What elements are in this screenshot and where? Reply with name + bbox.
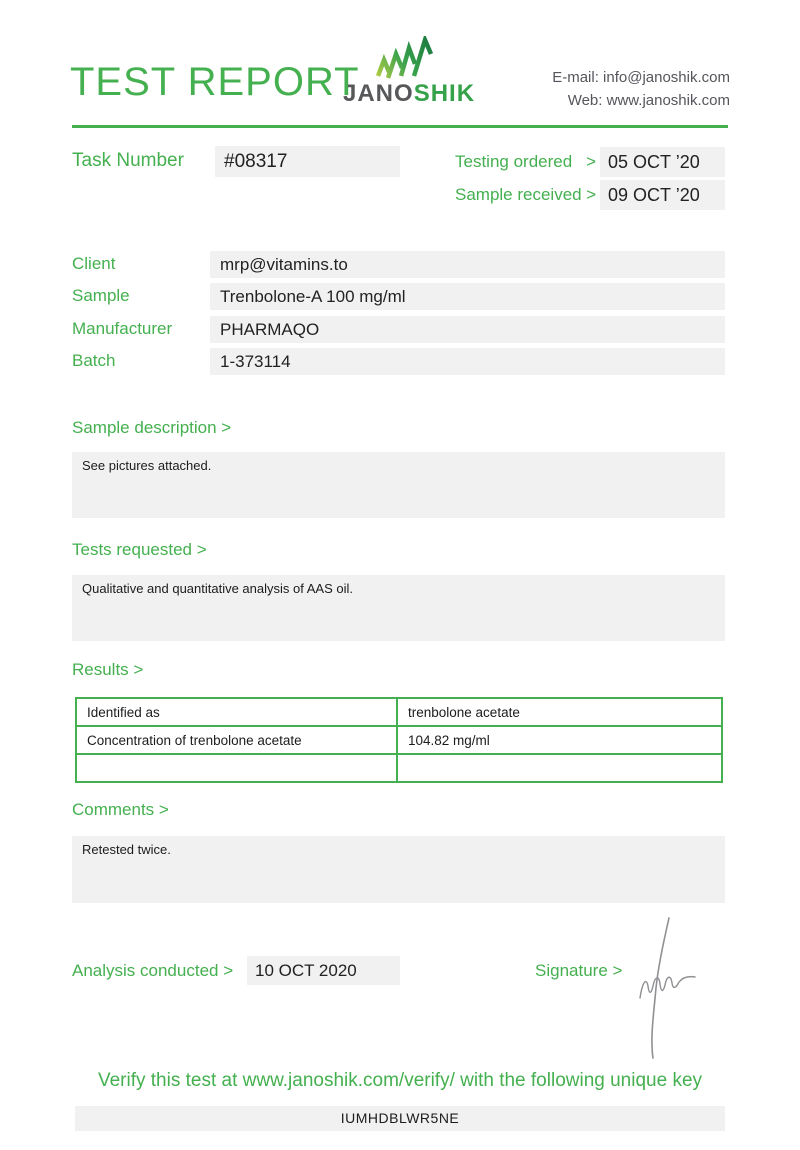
results-heading: Results >: [72, 660, 144, 679]
sample-received-label: Sample received: [455, 185, 582, 204]
sample-value: Trenbolone-A 100 mg/ml: [210, 283, 725, 310]
arrow-icon: >: [586, 185, 596, 204]
testing-ordered-value: 05 OCT ’20: [600, 147, 725, 177]
contact-block: [552, 66, 730, 112]
signature-image: [632, 916, 702, 1066]
analysis-date-value: 10 OCT 2020: [247, 956, 400, 985]
results-table: [75, 697, 723, 783]
logo-wordmark: [343, 80, 475, 108]
table-row: [76, 698, 722, 726]
testing-ordered-row: [455, 152, 596, 172]
comments-heading: Comments >: [72, 800, 169, 819]
unique-key-value: IUMHDBLWR5NE: [75, 1106, 725, 1131]
contact-email: E-mail: info@janoshik.com: [552, 69, 730, 86]
sample-label: Sample: [72, 286, 130, 305]
sample-description-heading: Sample description >: [72, 418, 232, 437]
arrow-icon: >: [586, 152, 596, 171]
comments-box: Retested twice.: [72, 836, 725, 903]
manufacturer-label: Manufacturer: [72, 319, 173, 338]
manufacturer-value: PHARMAQO: [210, 316, 725, 343]
result-empty-value: [397, 754, 722, 782]
tests-requested-heading: Tests requested >: [72, 540, 207, 559]
signature-label: Signature >: [535, 961, 623, 980]
analysis-conducted-label: Analysis conducted >: [72, 961, 234, 980]
contact-web: Web: www.janoshik.com: [567, 92, 730, 109]
logo-text-primary: JANO: [343, 80, 414, 107]
batch-label: Batch: [72, 351, 116, 370]
client-label: Client: [72, 254, 116, 273]
task-number-label: Task Number: [72, 150, 184, 171]
verify-instruction: Verify this test at www.janoshik.com/verify/ with the following unique key: [97, 1070, 703, 1091]
result-identified-label: Identified as: [76, 698, 397, 726]
header-divider: [72, 125, 728, 128]
sample-received-row: [455, 185, 596, 205]
sample-description-box: See pictures attached.: [72, 452, 725, 518]
page-title: TEST REPORT: [70, 60, 360, 104]
result-concentration-label: Concentration of trenbolone acetate: [76, 726, 397, 754]
table-row: [76, 754, 722, 782]
result-concentration-value: 104.82 mg/ml: [397, 726, 722, 754]
table-row: [76, 726, 722, 754]
testing-ordered-label: Testing ordered: [455, 152, 573, 171]
batch-value: 1-373114: [210, 348, 725, 375]
result-empty-label: [76, 754, 397, 782]
task-number-value: #08317: [215, 146, 400, 177]
logo-text-secondary: SHIK: [413, 80, 476, 107]
tests-requested-box: Qualitative and quantitative analysis of AAS oil.: [72, 575, 725, 641]
client-value: mrp@vitamins.to: [210, 251, 725, 278]
sample-received-value: 09 OCT ’20: [600, 180, 725, 210]
result-identified-value: trenbolone acetate: [397, 698, 722, 726]
